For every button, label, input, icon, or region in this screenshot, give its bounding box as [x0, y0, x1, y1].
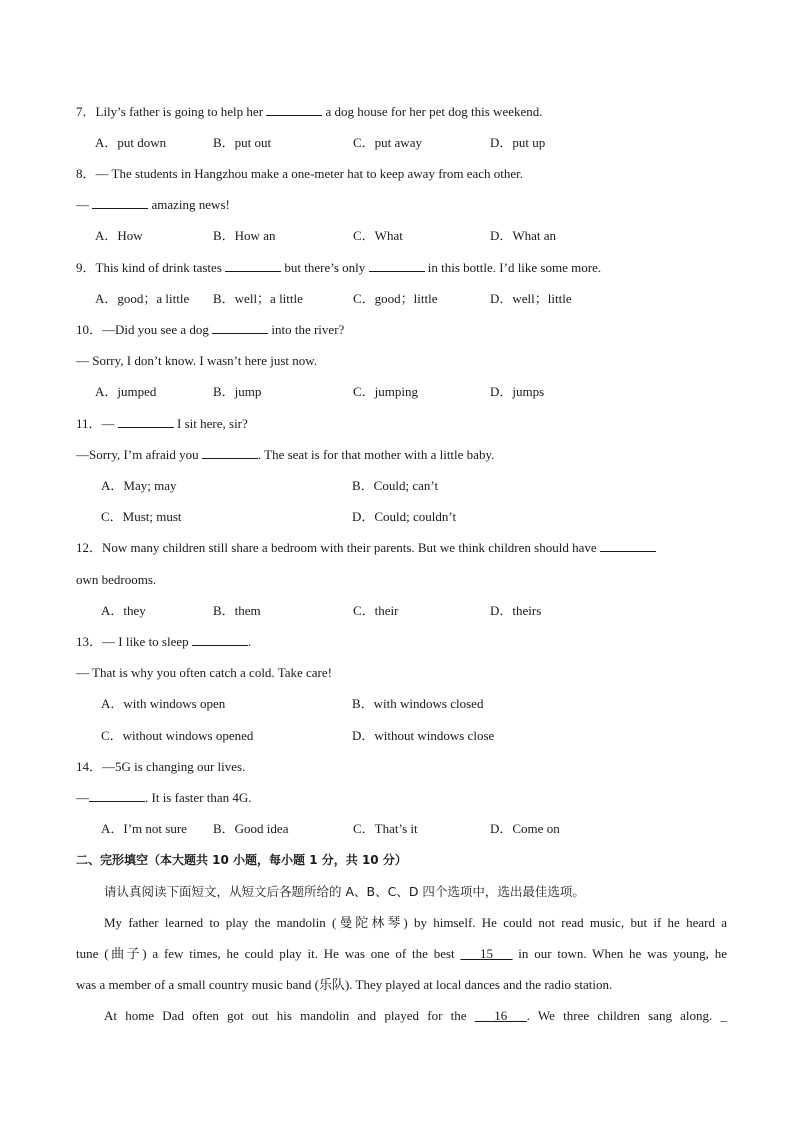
q8-stem: 8．— The students in Hangzhou make a one-meter hat to keep away from each other. [76, 166, 524, 181]
option-a: A．jumped [95, 384, 157, 399]
option-c: C．What [353, 228, 403, 243]
option-d: D．Come on [490, 821, 560, 836]
q10-reply: — Sorry, I don’t know. I wasn’t here just now. [76, 353, 318, 368]
option-a: A．with windows open [101, 696, 226, 711]
option-b: B．How an [213, 228, 276, 243]
q14-options [76, 819, 727, 839]
option-b: B．Could; can’t [352, 478, 439, 493]
section-instruction: 请认真阅读下面短文，从短文后各题所给的 A、B、C、D 四个选项中，选出最佳选项。 [104, 884, 585, 899]
answer-blank [192, 632, 248, 646]
answer-blank [89, 788, 145, 802]
q9-options [76, 289, 727, 309]
option-d: D．jumps [490, 384, 545, 399]
option-c: C．good；little [353, 291, 438, 306]
q8-options [76, 226, 727, 246]
q11-stem: 11．— I sit here, sir? [76, 416, 248, 431]
q11-reply: —Sorry, I’m afraid you . The seat is for that mother with a little baby. [76, 447, 495, 462]
option-a: A．How [95, 228, 143, 243]
option-a: A．May; may [101, 478, 177, 493]
option-a: A．put down [95, 135, 167, 150]
option-c: C．without windows opened [101, 728, 254, 743]
option-b: B．with windows closed [352, 696, 484, 711]
q13-options-row2 [76, 726, 727, 746]
option-c: C．jumping [353, 384, 419, 399]
passage-line: tune (曲子) a few times, he could play it. He was one of the best ___15___ in our town. When he was young, he [76, 946, 727, 961]
option-d: D．well；little [490, 291, 572, 306]
q13-stem: 13．— I like to sleep . [76, 634, 252, 649]
q10-stem: 10．—Did you see a dog into the river? [76, 322, 345, 337]
q10-options [76, 382, 727, 402]
answer-blank [202, 445, 258, 459]
answer-blank [266, 102, 322, 116]
q11-options-row1 [76, 476, 727, 496]
passage-line: At home Dad often got out his mandolin and played for the ___16___. We three children sang along. _ [104, 1008, 727, 1023]
q14-reply: — . It is faster than 4G. [76, 790, 252, 805]
q14-stem: 14．—5G is changing our lives. [76, 759, 246, 774]
q7-stem: 7．Lily’s father is going to help her a dog house for her pet dog this weekend. [76, 104, 543, 119]
option-b: B．put out [213, 135, 272, 150]
q12-stem-cont: own bedrooms. [76, 572, 157, 587]
option-b: B．Good idea [213, 821, 289, 836]
option-c: C．their [353, 603, 399, 618]
q7-options [76, 133, 727, 153]
option-d: D．Could; couldn’t [352, 509, 457, 524]
option-b: B．well；a little [213, 291, 303, 306]
answer-blank [600, 538, 656, 552]
option-d: D．theirs [490, 603, 542, 618]
option-a: A．good；a little [95, 291, 190, 306]
section-heading: 二、完形填空（本大题共 10 小题，每小题 1 分，共 10 分） [76, 853, 407, 867]
passage-line: My father learned to play the mandolin (曼陀林琴) by himself. He could not read music, but if he heard a [104, 915, 727, 930]
option-d: D．What an [490, 228, 557, 243]
q11-options-row2 [76, 507, 727, 527]
q13-options-row1 [76, 694, 727, 714]
answer-blank [225, 258, 281, 272]
answer-blank [212, 320, 268, 334]
q13-reply: — That is why you often catch a cold. Take care! [76, 665, 332, 680]
option-d: D．put up [490, 135, 546, 150]
blank-16: ___16___ [474, 1008, 527, 1023]
option-a: A．I’m not sure [101, 821, 187, 836]
answer-blank [369, 258, 425, 272]
option-c: C．put away [353, 135, 422, 150]
q12-stem: 12．Now many children still share a bedroom with their parents. But we think children should have [76, 538, 727, 558]
passage-line: was a member of a small country music band (乐队). They played at local dances and the radio station. [76, 977, 613, 992]
answer-blank [92, 195, 148, 209]
q9-stem: 9．This kind of drink tastes but there’s only in this bottle. I’d like some more. [76, 260, 602, 275]
q8-reply: — amazing news! [76, 197, 230, 212]
option-c: C．Must; must [101, 509, 182, 524]
option-b: B．them [213, 603, 261, 618]
blank-15: ___15___ [460, 946, 513, 961]
option-c: C．That’s it [353, 821, 418, 836]
q12-options [76, 601, 727, 621]
answer-blank [118, 414, 174, 428]
option-a: A．they [101, 603, 146, 618]
option-d: D．without windows close [352, 728, 495, 743]
option-b: B．jump [213, 384, 262, 399]
